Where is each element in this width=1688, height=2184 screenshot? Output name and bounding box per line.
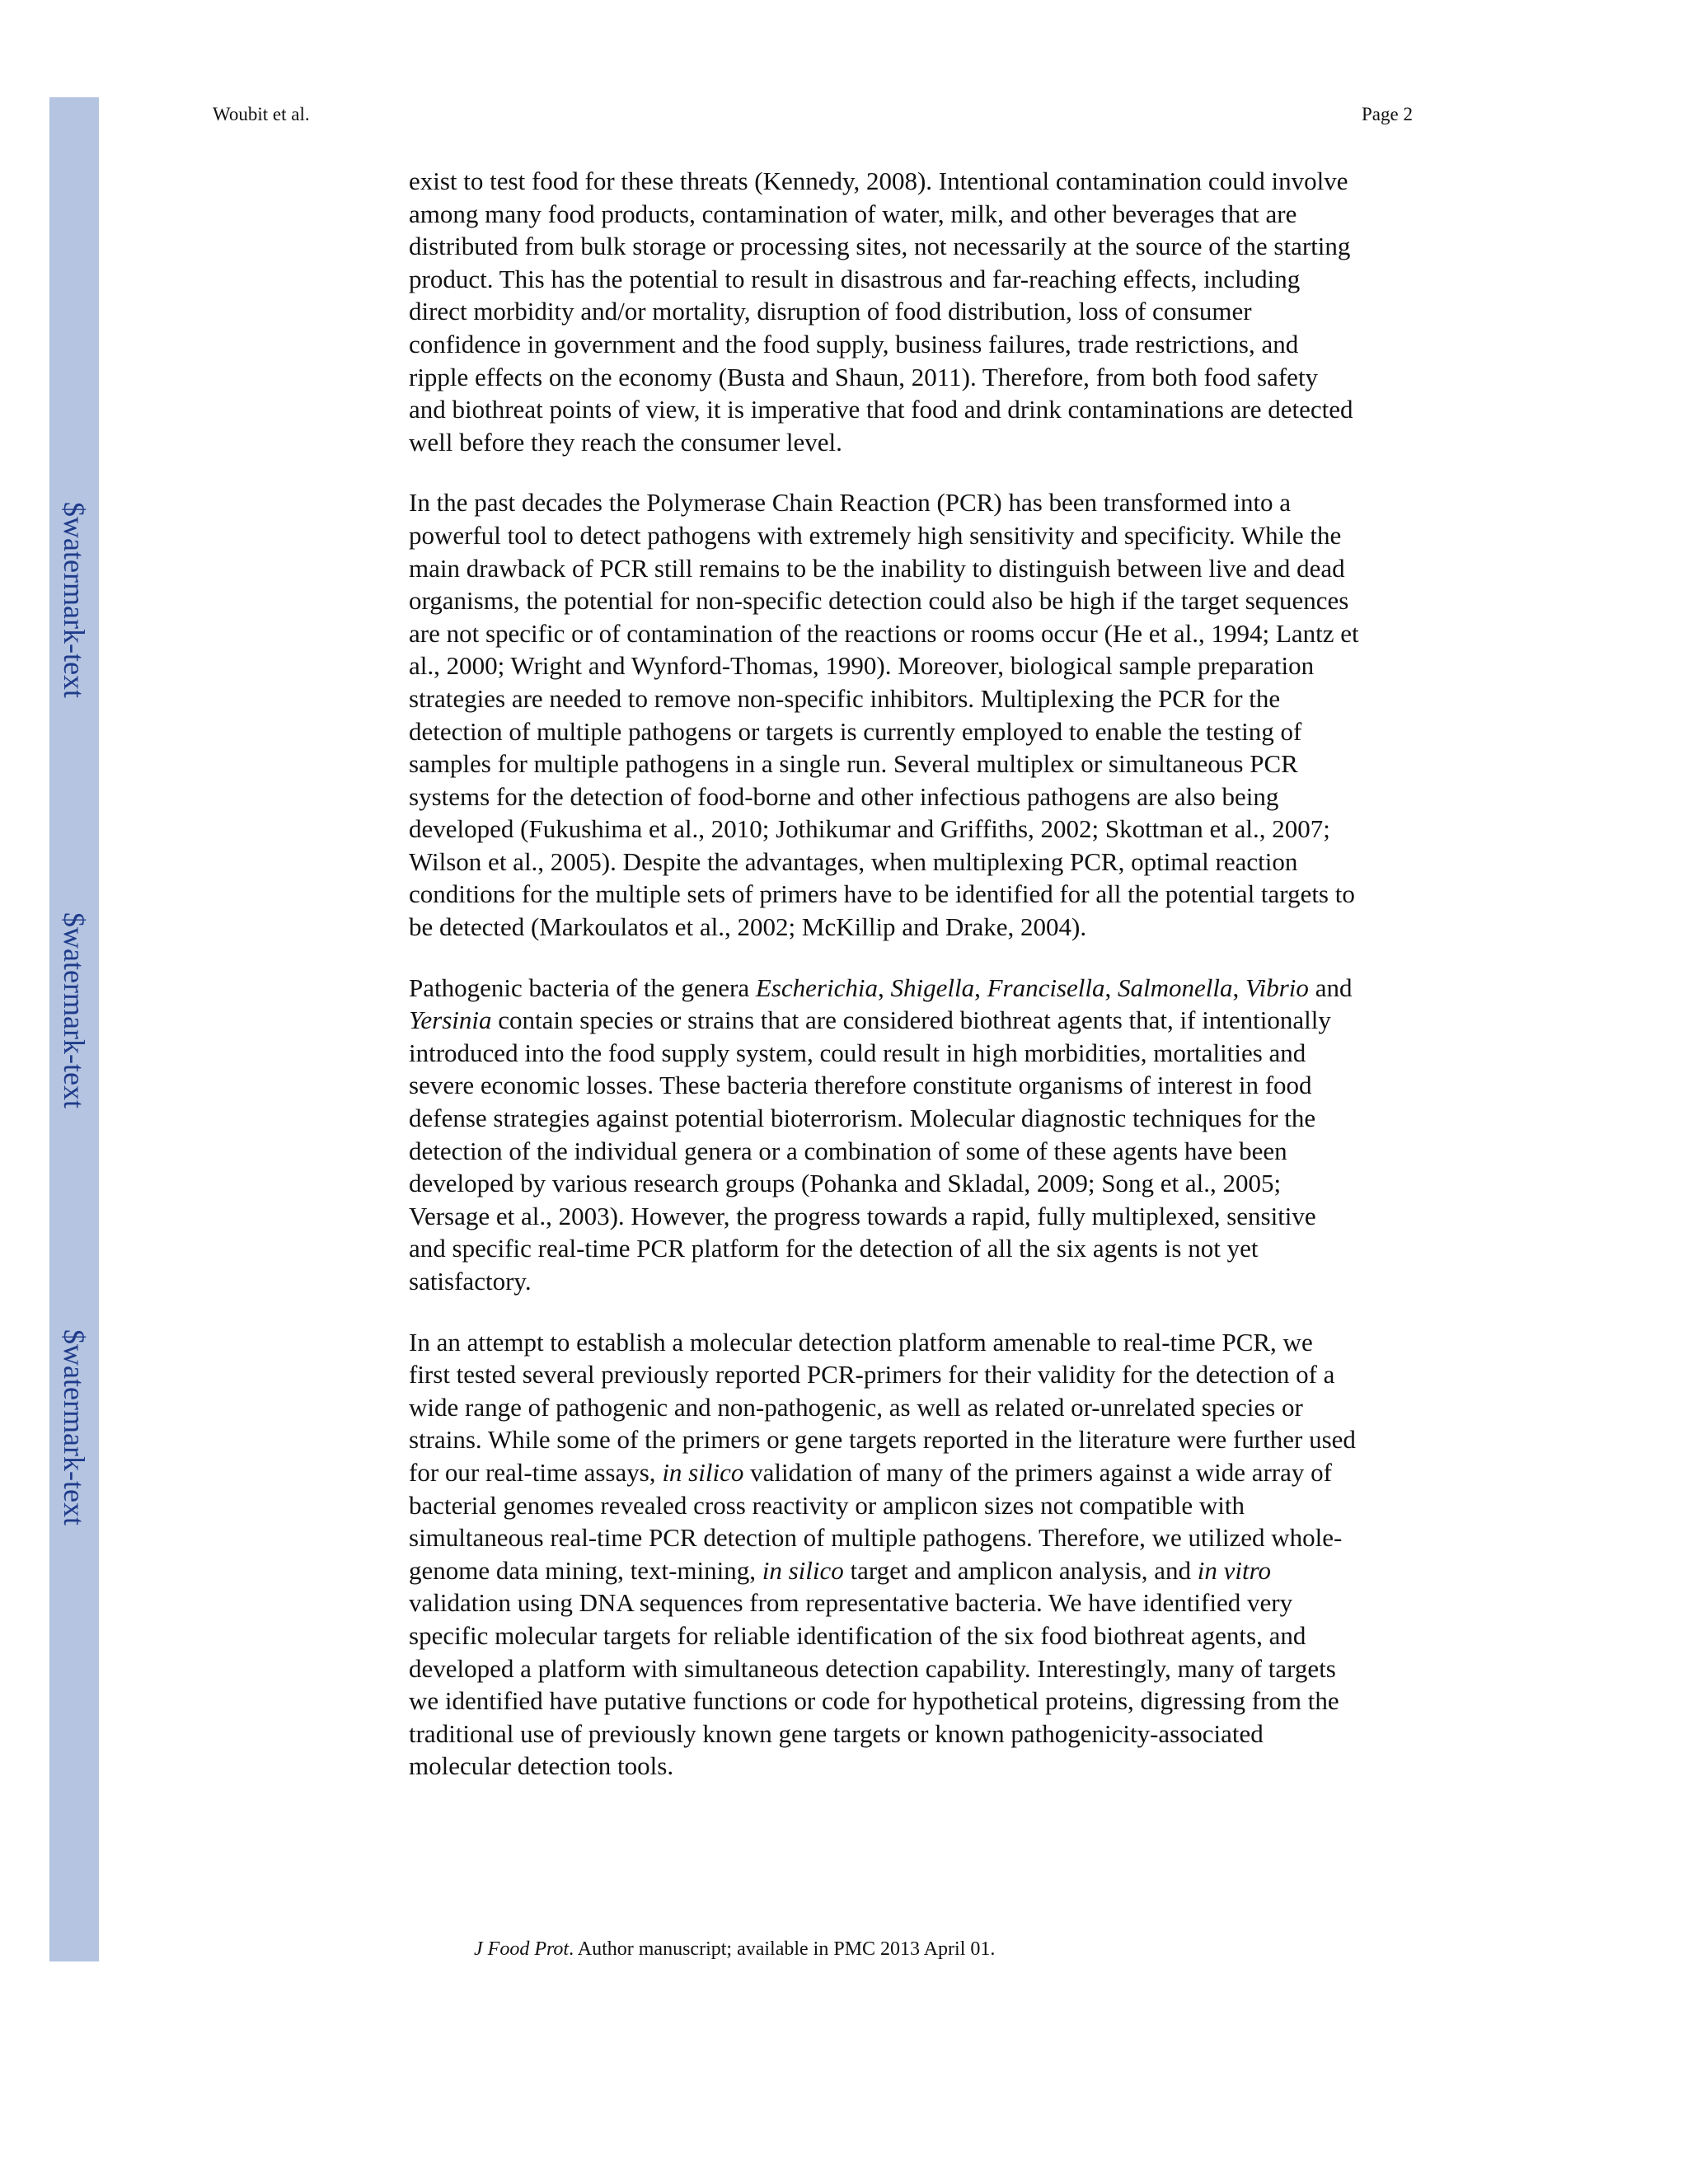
text-run: , [1104, 972, 1118, 1002]
text-run: In the past decades the Polymerase Chain Reaction (PCR) has been transformed into a [409, 488, 1292, 518]
text-run: detection of the individual genera or a combination of some of these agents have been [409, 1136, 1287, 1165]
text-run: Pathogenic bacteria of the genera [409, 972, 756, 1002]
watermark-sidebar [49, 97, 99, 1961]
text-run: genome data mining, text-mining, [409, 1555, 762, 1585]
text-line [409, 263, 1429, 296]
text-line [409, 1326, 1429, 1359]
italic-term: Vibrio [1245, 972, 1309, 1002]
text-line [409, 230, 1429, 263]
text-line [409, 649, 1429, 682]
running-header-authors: Woubit et al. [213, 104, 310, 124]
text-run: introduced into the food supply system, could result in high morbidities, mortalities and [409, 1038, 1306, 1067]
text-run: traditional use of previously known gene targets or known pathogenicity-associated [409, 1718, 1264, 1748]
text-run: exist to test food for these threats (Kennedy, 2008). Intentional contamination could involve [409, 166, 1348, 195]
text-line [409, 1004, 1429, 1037]
text-run: validation using DNA sequences from representative bacteria. We have identified very [409, 1588, 1293, 1618]
text-run: satisfactory. [409, 1267, 532, 1296]
text-run: developed a platform with simultaneous detection capability. Interestingly, many of targets [409, 1653, 1336, 1683]
text-run: samples for multiple pathogens in a single run. Several multiplex or simultaneous PCR [409, 749, 1298, 779]
text-run: severe economic losses. These bacteria therefore constitute organisms of interest in food [409, 1071, 1312, 1100]
text-run: conditions for the multiple sets of primers have to be identified for all the potential targets to [409, 879, 1355, 909]
body-paragraph [409, 1326, 1429, 1783]
italic-term: Salmonella [1118, 972, 1233, 1002]
body-paragraph [409, 486, 1429, 943]
text-line [409, 393, 1429, 426]
text-run: strategies are needed to remove non-specific inhibitors. Multiplexing the PCR for the [409, 683, 1281, 713]
text-line [409, 426, 1429, 459]
text-run: are not specific or of contamination of the reactions or rooms occur (He et al., 1994; Lantz et [409, 618, 1359, 648]
text-run: among many food products, contamination of water, milk, and other beverages that are [409, 199, 1297, 228]
text-line [409, 1456, 1429, 1489]
text-run: detection of multiple pathogens or targets is currently employed to enable the testing of [409, 716, 1302, 746]
text-line [409, 1718, 1429, 1750]
text-line [409, 198, 1429, 231]
text-run: first tested several previously reported PCR-primers for their validity for the detection of a [409, 1360, 1335, 1390]
text-run: and biothreat points of view, it is imperative that food and drink contaminations are detected [409, 395, 1353, 424]
text-run: Versage et al., 2003). However, the progress towards a rapid, fully multiplexed, sensitive [409, 1201, 1316, 1230]
text-run: be detected (Markoulatos et al., 2002; McKillip and Drake, 2004). [409, 912, 1087, 942]
text-run: In an attempt to establish a molecular detection platform amenable to real-time PCR, we [409, 1327, 1313, 1357]
body-paragraph [409, 165, 1429, 458]
italic-term: in silico [762, 1555, 844, 1585]
text-run: organisms, the potential for non-specific detection could also be high if the target sequences [409, 586, 1349, 616]
text-line [409, 1358, 1429, 1391]
text-run: bacterial genomes revealed cross reactivity or amplicon sizes not compatible with [409, 1490, 1245, 1520]
text-line [409, 813, 1429, 846]
text-run: developed (Fukushima et al., 2010; Jothikumar and Griffiths, 2002; Skottman et al., 2007; [409, 814, 1330, 844]
text-line [409, 617, 1429, 650]
text-line [409, 519, 1429, 552]
text-run: direct morbidity and/or mortality, disruption of food distribution, loss of consumer [409, 297, 1252, 326]
text-line [409, 1685, 1429, 1718]
text-line [409, 328, 1429, 361]
text-run: specific molecular targets for reliable identification of the six food biothreat agents, and [409, 1620, 1306, 1650]
text-run: we identified have putative functions or code for hypothetical proteins, digressing from the [409, 1686, 1339, 1716]
text-line [409, 715, 1429, 748]
italic-term: in silico [662, 1457, 744, 1487]
text-run: , [877, 972, 891, 1002]
italic-term: Shigella [890, 972, 975, 1002]
text-line [409, 1750, 1429, 1783]
text-line [409, 1652, 1429, 1685]
text-run: simultaneous real-time PCR detection of multiple pathogens. Therefore, we utilized whole- [409, 1523, 1343, 1553]
text-line [409, 1391, 1429, 1424]
italic-term: Escherichia [755, 972, 878, 1002]
article-body [409, 165, 1429, 1811]
text-run: main drawback of PCR still remains to be the inability to distinguish between live and dead [409, 553, 1345, 583]
text-run: wide range of pathogenic and non-pathogenic, as well as related or-unrelated species or [409, 1392, 1303, 1422]
italic-term: Yersinia [409, 1005, 492, 1035]
text-run: and [1308, 972, 1353, 1002]
text-line [409, 584, 1429, 617]
text-run: defense strategies against potential bioterrorism. Molecular diagnostic techniques for the [409, 1104, 1316, 1133]
footer-note: . Author manuscript; available in PMC 2013 April 01. [569, 1938, 996, 1960]
text-line [409, 1232, 1429, 1265]
text-line [409, 1586, 1429, 1619]
watermark-label: $watermark-text [58, 912, 91, 1108]
text-run: target and amplicon analysis, and [843, 1555, 1198, 1585]
text-run: developed by various research groups (Pohanka and Skladal, 2009; Song et al., 2005; [409, 1169, 1282, 1198]
text-line [409, 1265, 1429, 1298]
text-run: contain species or strains that are considered biothreat agents that, if intentionally [491, 1005, 1331, 1035]
text-run: molecular detection tools. [409, 1751, 674, 1781]
text-run: distributed from bulk storage or processing sites, not necessarily at the source of the starting [409, 232, 1351, 261]
text-line [409, 846, 1429, 879]
text-run: Wilson et al., 2005). Despite the advantages, when multiplexing PCR, optimal reaction [409, 846, 1298, 876]
text-line [409, 748, 1429, 780]
text-line [409, 1423, 1429, 1456]
text-run: , [974, 972, 987, 1002]
text-line [409, 1167, 1429, 1200]
watermark-label: $watermark-text [58, 1329, 91, 1526]
text-line [409, 1135, 1429, 1168]
text-line [409, 361, 1429, 394]
text-run: product. This has the potential to result in disastrous and far-reaching effects, including [409, 264, 1301, 293]
text-run: confidence in government and the food supply, business failures, trade restrictions, and [409, 329, 1299, 359]
italic-term: in vitro [1197, 1555, 1272, 1585]
text-line [409, 165, 1429, 198]
text-run: systems for the detection of food-borne and other infectious pathogens are also being [409, 781, 1279, 811]
page-number: Page 2 [1362, 104, 1413, 124]
journal-name: J Food Prot [474, 1938, 570, 1960]
text-line [409, 972, 1429, 1005]
text-run: powerful tool to detect pathogens with extremely high sensitivity and specificity. While the [409, 520, 1342, 550]
text-line [409, 1102, 1429, 1135]
text-run: , [1232, 972, 1245, 1002]
text-line [409, 1521, 1429, 1554]
text-line [409, 1489, 1429, 1522]
text-line [409, 1619, 1429, 1652]
text-line [409, 878, 1429, 911]
text-line [409, 1554, 1429, 1587]
text-line [409, 295, 1429, 328]
text-run: validation of many of the primers against a wide array of [743, 1457, 1332, 1487]
text-run: al., 2000; Wright and Wynford-Thomas, 1990). Moreover, biological sample preparation [409, 651, 1315, 681]
text-line [409, 1037, 1429, 1070]
text-line [409, 552, 1429, 585]
text-run: and specific real-time PCR platform for the detection of all the six agents is not yet [409, 1234, 1259, 1263]
text-line [409, 1200, 1429, 1233]
text-line [409, 1069, 1429, 1102]
text-line [409, 911, 1429, 944]
body-paragraph [409, 972, 1429, 1298]
watermark-label: $watermark-text [58, 502, 91, 698]
page-footer [474, 1938, 995, 1961]
text-line [409, 682, 1429, 715]
text-run: strains. While some of the primers or gene targets reported in the literature were further used [409, 1425, 1356, 1455]
text-line [409, 780, 1429, 813]
text-run: well before they reach the consumer level. [409, 427, 842, 457]
text-line [409, 486, 1429, 519]
text-run: ripple effects on the economy (Busta and Shaun, 2011). Therefore, from both food safety [409, 362, 1319, 391]
italic-term: Francisella [987, 972, 1105, 1002]
text-run: for our real-time assays, [409, 1457, 663, 1487]
